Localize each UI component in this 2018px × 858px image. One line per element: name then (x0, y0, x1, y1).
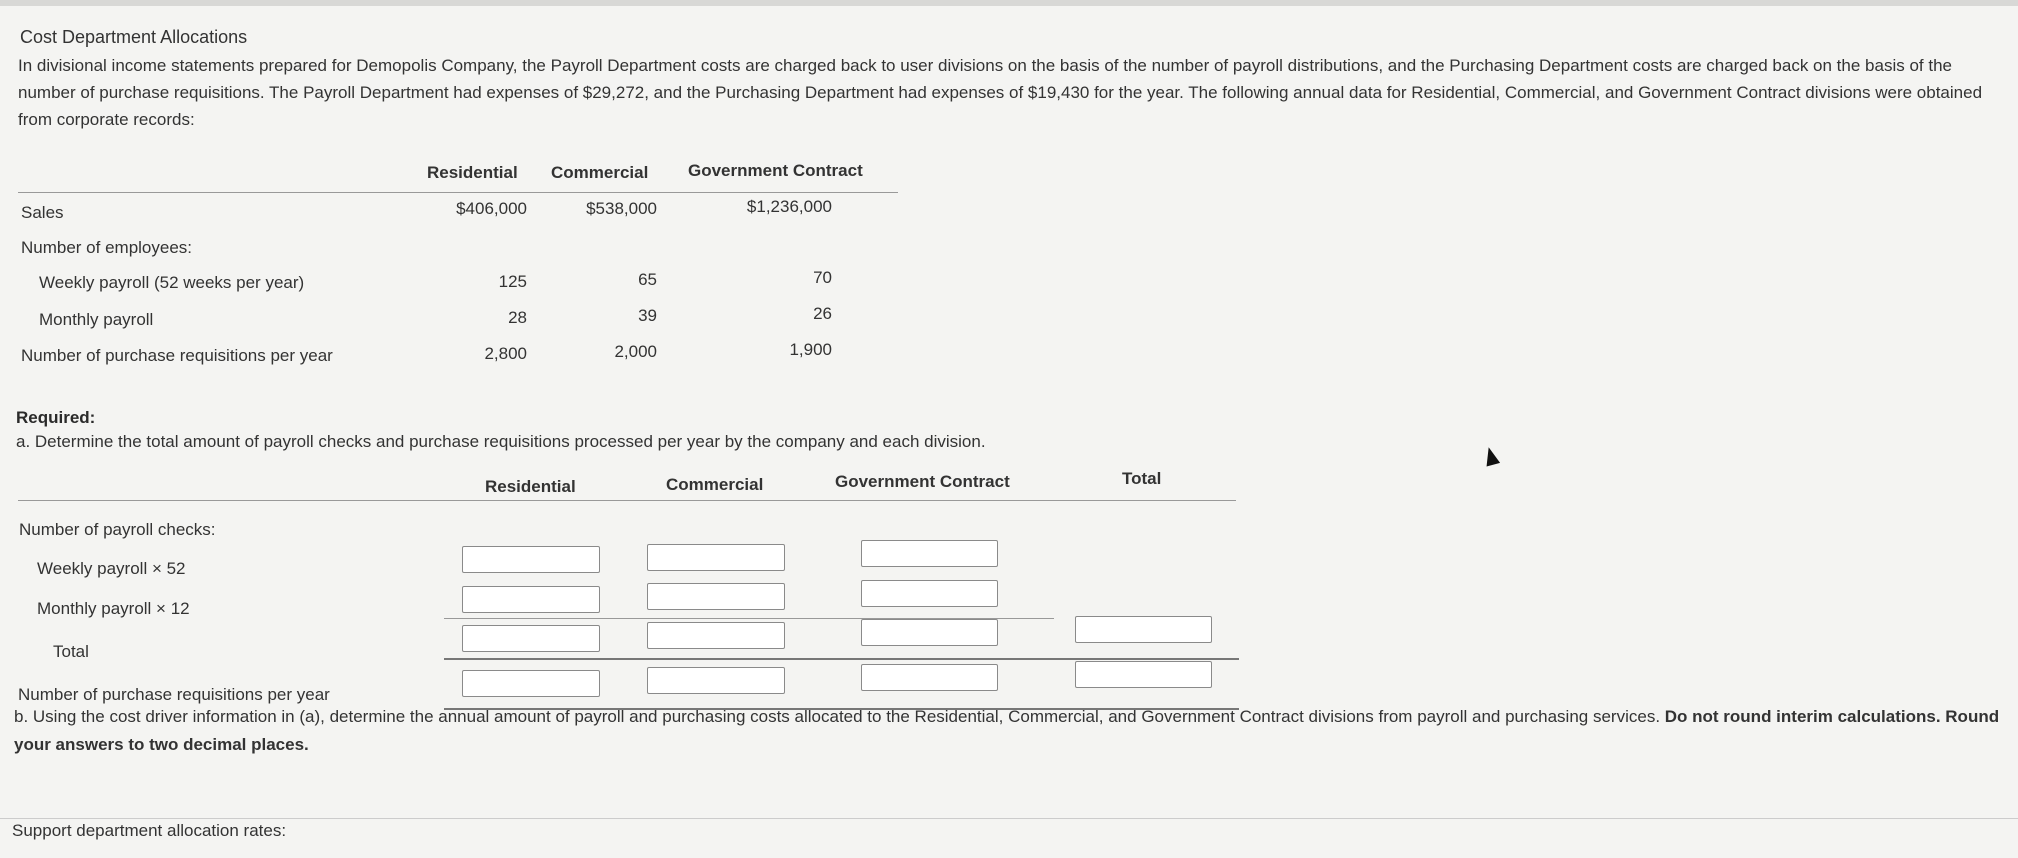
cell-weekly-government: 70 (813, 268, 832, 287)
cell-weekly-commercial: 65 (638, 270, 657, 289)
support-rates-label: Support department allocation rates: (12, 821, 287, 840)
part-a-text: a. Determine the total amount of payroll checks and purchase requisitions processed per year by the company and each division. (16, 432, 986, 451)
intro-paragraph: In divisional income statements prepared for Demopolis Company, the Payroll Department costs are charged back to user divisions on the basis of the number of payroll distributions, and the Purchasing Department costs are charged back on the basis of the number of purchase requisitions. The Payroll Department had expenses of $29,272, and the Purchasing Department had expenses of $19,430 for the year. The following annual data for Residential, Commercial, and Government Contract divisions were obtained from corporate records: (18, 56, 1983, 129)
weekly-residential-input[interactable] (462, 546, 600, 573)
row-label-requisitions: Number of purchase requisitions per year (21, 346, 333, 365)
ans-label-total: Total (53, 642, 89, 661)
row-label-monthly: Monthly payroll (39, 310, 154, 329)
req-residential-input[interactable] (462, 670, 600, 697)
monthly-residential-input[interactable] (462, 586, 600, 613)
monthly-commercial-input[interactable] (647, 583, 785, 610)
cell-sales-commercial: $538,000 (586, 199, 657, 218)
ans-header-commercial: Commercial (666, 475, 764, 494)
required-heading: Required: (16, 408, 96, 427)
cell-req-government: 1,900 (789, 340, 832, 359)
weekly-commercial-input[interactable] (647, 544, 785, 571)
ans-label-weekly: Weekly payroll × 52 (37, 559, 186, 578)
ans-header-total: Total (1122, 469, 1162, 488)
cell-monthly-government: 26 (813, 304, 832, 323)
cell-req-residential: 2,800 (484, 344, 527, 363)
req-government-input[interactable] (861, 664, 998, 691)
top-bar (0, 0, 2018, 6)
req-total-input[interactable] (1075, 661, 1212, 688)
part-b-text (14, 703, 2004, 759)
total-rule (444, 658, 1239, 660)
page-title: Cost Department Allocations (20, 27, 248, 47)
col-header-commercial: Commercial (551, 163, 649, 182)
cell-monthly-commercial: 39 (638, 306, 657, 325)
weekly-government-input[interactable] (861, 540, 998, 567)
part-b-bold: Do not round interim calculations. Round your answers to two decimal places. (14, 707, 2000, 754)
total-total-input[interactable] (1075, 616, 1212, 643)
ans-label-requisitions: Number of purchase requisitions per year (18, 685, 330, 704)
ans-label-monthly: Monthly payroll × 12 (37, 599, 190, 618)
mouse-cursor-icon (1482, 445, 1500, 466)
total-government-input[interactable] (861, 619, 998, 646)
monthly-government-input[interactable] (861, 580, 998, 607)
part-b-normal: b. Using the cost driver information in (a), determine the annual amount of payroll and purchasing costs allocated to the Residential, Commercial, and Government Contract divisions from payroll and purchasing services. (14, 707, 1665, 726)
cell-req-commercial: 2,000 (614, 342, 657, 361)
total-commercial-input[interactable] (647, 622, 785, 649)
cell-sales-residential: $406,000 (456, 199, 527, 218)
total-residential-input[interactable] (462, 625, 600, 652)
header-rule (18, 192, 898, 193)
col-header-government: Government Contract (688, 161, 863, 180)
row-label-sales: Sales (21, 203, 64, 222)
ans-header-rule (18, 500, 1236, 501)
cell-weekly-residential: 125 (498, 272, 527, 291)
cell-monthly-residential: 28 (508, 308, 527, 327)
ans-header-government: Government Contract (835, 472, 1010, 491)
req-commercial-input[interactable] (647, 667, 785, 694)
cell-sales-government: $1,236,000 (746, 197, 832, 216)
ans-label-payroll-checks: Number of payroll checks: (19, 520, 216, 539)
row-label-weekly: Weekly payroll (52 weeks per year) (39, 273, 305, 292)
ans-header-residential: Residential (485, 477, 576, 496)
col-header-residential: Residential (427, 163, 518, 182)
section-divider (0, 818, 2018, 819)
row-label-employees: Number of employees: (21, 238, 193, 257)
